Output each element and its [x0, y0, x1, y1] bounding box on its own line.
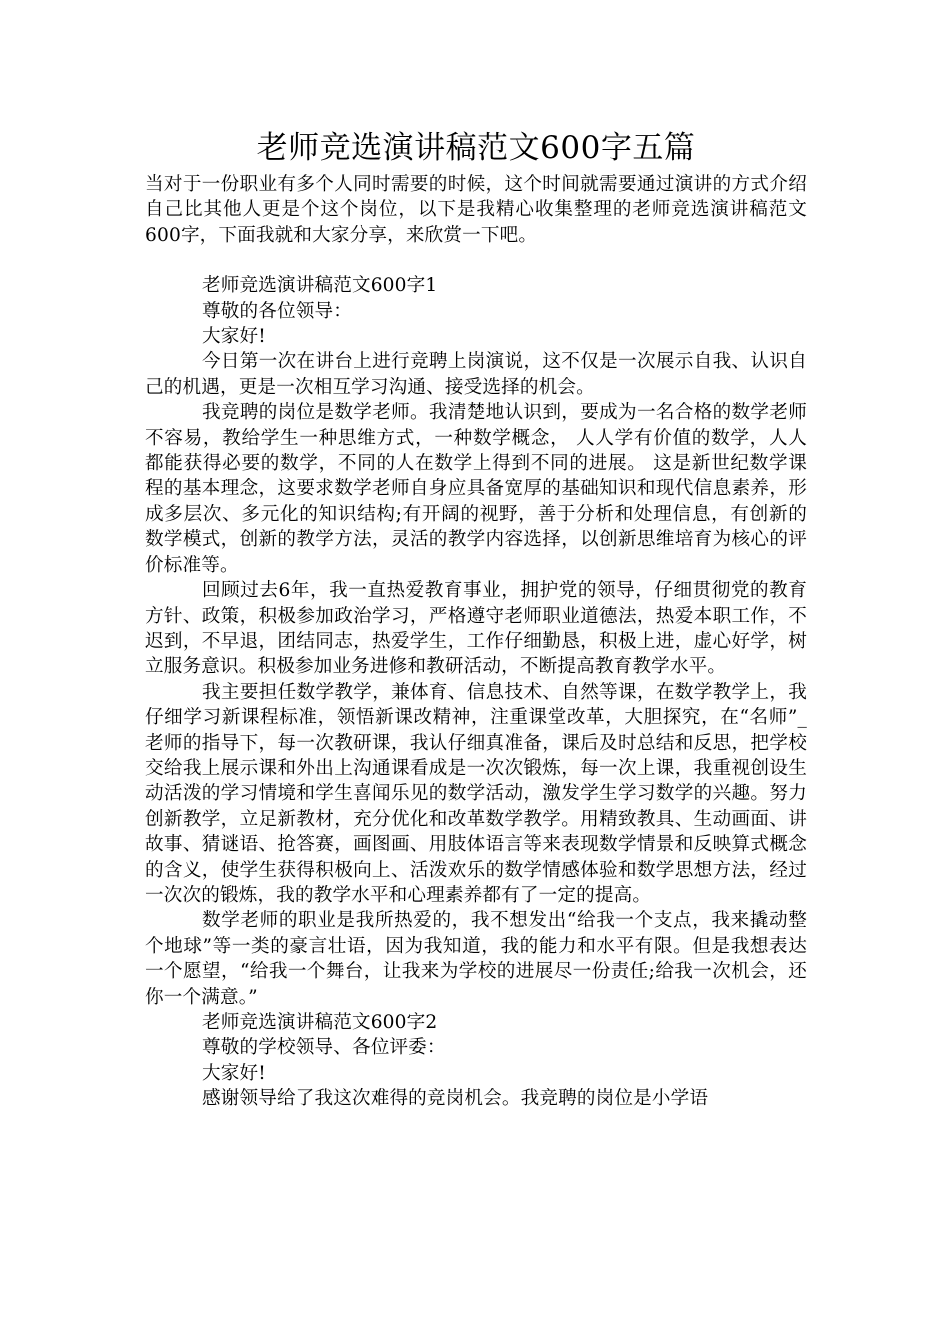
document-page	[145, 128, 807, 1112]
section-1-paragraph: 今日第一次在讲台上进行竞聘上岗演说，这不仅是一次展示自我、认识自己的机遇，更是一次相互学习沟通、接受选择的机会。	[145, 351, 807, 398]
section-2-heading: 老师竞选演讲稿范文600字2	[202, 1012, 438, 1033]
section-1-paragraph: 我竞聘的岗位是数学老师。我清楚地认识到，要成为一名合格的数学老师不容易，教给学生一种思维方式，一种数学概念， 人人学有价值的数学，人人都能获得必要的数学，不同的人在数学上得到不同的进展。 这是新世纪数学课程的基本理念，这要求数学老师自身应具备宽厚的基础知识和现代信息素养，形成多层次、多元化的知识结构;有开阔的视野，善于分析和处理信息，有创新的数学模式，创新的教学方法，灵活的教学内容选择，以创新思维培育为核心的评价标准等。	[145, 402, 807, 576]
section-2-salutation: 尊敬的学校领导、各位评委：	[202, 1037, 446, 1059]
section-2-greeting: 大家好!	[202, 1062, 266, 1084]
section-1-salutation: 尊敬的各位领导：	[202, 300, 352, 322]
blank-line	[145, 248, 807, 273]
document-title: 老师竞选演讲稿范文600字五篇	[256, 130, 696, 166]
section-1	[145, 273, 807, 1010]
section-1-heading: 老师竞选演讲稿范文600字1	[202, 275, 438, 297]
section-1-paragraph: 回顾过去6年，我一直热爱教育事业，拥护党的领导，仔细贯彻党的教育方针、政策，积极参加政治学习，严格遵守老师职业道德法，热爱本职工作，不迟到，不早退，团结同志，热爱学生，工作仔细勤恳，积极上进，虚心好学，树立服务意识。积极参加业务进修和教研活动，不断提高教育教学水平。	[145, 580, 807, 678]
intro-paragraph: 当对于一份职业有多个人同时需要的时候，这个时间就需要通过演讲的方式介绍自己比其他人更是个这个岗位，以下是我精心收集整理的老师竞选演讲稿范文600字，下面我就和大家分享，来欣赏一下吧。	[145, 174, 807, 246]
section-1-paragraph: 我主要担任数学教学，兼体育、信息技术、自然等课，在数学教学上，我仔细学习新课程标准，领悟新课改精神，注重课堂改革，大胆探究，在“名师”_老师的指导下，每一次教研课，我认仔细真准备，课后及时总结和反思，把学校交给我上展示课和外出上沟通课看成是一次次锻炼，每一次上课，我重视创设生动活泼的学习情境和学生喜闻乐见的数学活动，激发学生学习数学的兴趣。努力创新教学，立足新教材，充分优化和改革数学教学。用精致教具、生动画面、讲故事、猜谜语、抢答赛，画图画、用肢体语言等来表现数学情景和反映算式概念的含义，使学生获得积极向上、活泼欢乐的数学情感体验和数学思想方法，经过一次次的锻炼，我的教学水平和心理素养都有了一定的提高。	[145, 681, 807, 906]
section-2-paragraph: 感谢领导给了我这次难得的竞岗机会。我竞聘的岗位是小学语	[202, 1088, 709, 1110]
section-1-paragraph: 数学老师的职业是我所热爱的，我不想发出“给我一个支点，我来撬动整个地球”等一类的豪言壮语，因为我知道，我的能力和水平有限。但是我想表达一个愿望，“给我一个舞台，让我来为学校的进展尽一份责任;给我一次机会，还你一个满意。”	[145, 910, 807, 1008]
section-2	[145, 1010, 807, 1112]
section-1-greeting: 大家好!	[202, 326, 266, 348]
